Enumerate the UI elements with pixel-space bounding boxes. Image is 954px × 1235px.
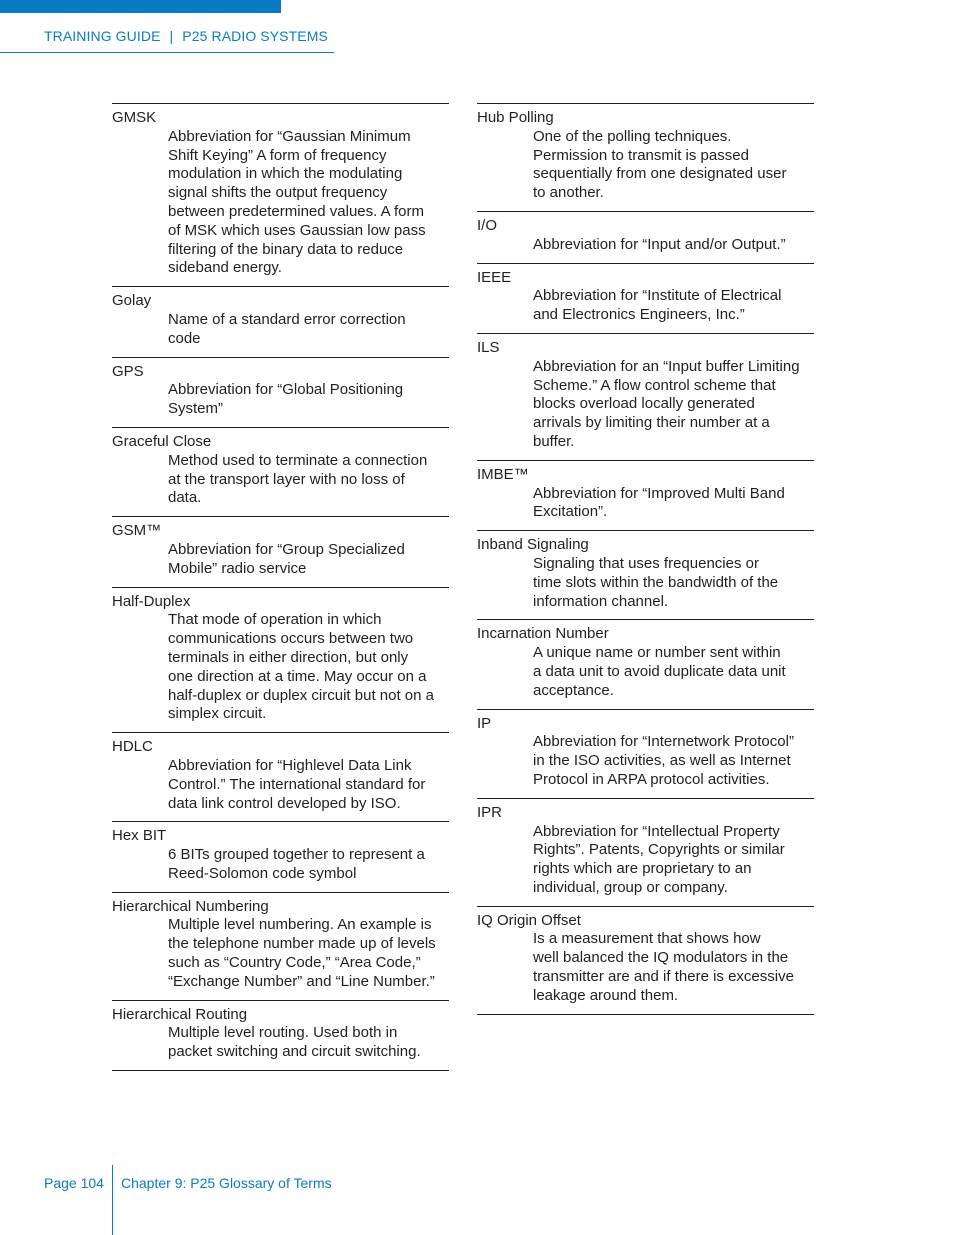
glossary-entry — [477, 530, 814, 619]
definition-line: packet switching and circuit switching. — [168, 1043, 421, 1061]
definition-line: Abbreviation for “Improved Multi Band — [533, 484, 785, 502]
glossary-definition — [477, 287, 814, 325]
glossary-term: IEEE — [477, 268, 512, 286]
header-title: TRAINING GUIDE — [44, 28, 161, 44]
definition-line: time slots within the bandwidth of the — [533, 573, 779, 591]
glossary-definition — [477, 930, 814, 1005]
definition-line: sequentially from one designated user — [533, 165, 787, 183]
glossary-entry — [112, 103, 449, 286]
glossary-term: GPS — [112, 362, 144, 380]
definition-line: blocks overload locally generated — [533, 395, 755, 413]
definition-line: System” — [168, 400, 224, 418]
definition-line: data. — [168, 489, 202, 507]
header-rule — [0, 52, 334, 53]
glossary-entry — [112, 732, 449, 821]
definition-line: terminals in either direction, but only — [168, 648, 409, 666]
definition-line: Control.” The international standard for — [168, 775, 426, 793]
definition-line: communications occurs between two — [168, 630, 414, 648]
glossary-entry — [112, 286, 449, 356]
glossary-definition — [112, 846, 449, 884]
definition-line: Shift Keying” A form of frequency — [168, 146, 387, 164]
glossary-entry — [112, 357, 449, 427]
glossary-definition — [477, 555, 814, 611]
glossary-definition — [112, 541, 449, 579]
chapter-title: Chapter 9: P25 Glossary of Terms — [121, 1175, 332, 1191]
definition-line: to another. — [533, 184, 604, 202]
glossary-entry — [477, 798, 814, 906]
glossary-definition — [477, 236, 814, 255]
definition-line: Name of a standard error correction — [168, 310, 406, 328]
glossary-term: IQ Origin Offset — [477, 911, 581, 929]
definition-line: the telephone number made up of levels — [168, 935, 436, 953]
definition-line: well balanced the IQ modulators in the — [533, 949, 789, 967]
glossary-entry — [112, 516, 449, 586]
definition-line: 6 BITs grouped together to represent a — [168, 846, 425, 864]
header-accent-bar — [0, 0, 281, 13]
definition-line: Reed-Solomon code symbol — [168, 864, 357, 882]
definition-line: Abbreviation for “Intellectual Property — [533, 822, 780, 840]
glossary-entry — [477, 211, 814, 263]
glossary-entry — [112, 892, 449, 1000]
definition-line: one direction at a time. May occur on a — [168, 667, 427, 685]
definition-line: and Electronics Engineers, Inc.” — [533, 306, 745, 324]
glossary-definition — [112, 1024, 449, 1062]
definition-line: Multiple level numbering. An example is — [168, 916, 432, 934]
definition-line: Mobile” radio service — [168, 559, 307, 577]
glossary-term: Hierarchical Routing — [112, 1005, 248, 1023]
definition-line: Excitation”. — [533, 503, 608, 521]
definition-line: leakage around them. — [533, 986, 679, 1004]
definition-line: Abbreviation for “Highlevel Data Link — [168, 756, 412, 774]
glossary-entry — [477, 906, 814, 1015]
glossary-definition — [477, 128, 814, 203]
glossary-entry — [112, 821, 449, 891]
definition-line: Method used to terminate a connection — [168, 451, 428, 469]
definition-line: filtering of the binary data to reduce — [168, 240, 404, 258]
definition-line: signal shifts the output frequency — [168, 184, 388, 202]
page-number: Page 104 — [44, 1175, 104, 1191]
definition-line: of MSK which uses Gaussian low pass — [168, 221, 426, 239]
definition-line: buffer. — [533, 432, 575, 450]
glossary-term: Golay — [112, 292, 152, 310]
definition-line: such as “Country Code,” “Area Code,” — [168, 954, 421, 972]
definition-line: between predetermined values. A form — [168, 202, 424, 220]
glossary-definition — [112, 611, 449, 724]
glossary-term: Half-Duplex — [112, 592, 191, 610]
glossary-term: GMSK — [112, 109, 157, 126]
glossary-entry — [477, 263, 814, 333]
definition-line: data link control developed by ISO. — [168, 794, 401, 812]
glossary-column-right — [477, 103, 814, 1015]
header-separator: | — [169, 28, 174, 44]
definition-line: Multiple level routing. Used both in — [168, 1024, 398, 1042]
definition-line: in the ISO activities, as well as Internet — [533, 752, 791, 770]
definition-line: Protocol in ARPA protocol activities. — [533, 770, 770, 788]
definition-line: a data unit to avoid duplicate data unit — [533, 662, 786, 680]
glossary-entry — [477, 103, 814, 211]
glossary-term: IMBE™ — [477, 465, 529, 483]
glossary-definition — [477, 823, 814, 898]
definition-line: Abbreviation for “Group Specialized — [168, 540, 405, 558]
glossary-term: ILS — [477, 338, 500, 356]
definition-line: “Exchange Number” and “Line Number.” — [168, 972, 435, 990]
glossary-term: Hub Polling — [477, 109, 554, 126]
definition-line: arrivals by limiting their number at a — [533, 414, 770, 432]
glossary-term: IP — [477, 714, 492, 732]
definition-line: information channel. — [533, 592, 669, 610]
glossary-definition — [477, 485, 814, 523]
footer-divider — [112, 1165, 113, 1235]
definition-line: modulation in which the modulating — [168, 165, 403, 183]
glossary-entry — [112, 427, 449, 516]
glossary-entry — [477, 619, 814, 708]
definition-line: Abbreviation for “Institute of Electrical — [533, 287, 782, 305]
glossary-term: GSM™ — [112, 522, 162, 540]
glossary-definition — [112, 916, 449, 991]
glossary-definition — [112, 757, 449, 813]
glossary-entry — [477, 709, 814, 798]
definition-line: sideband energy. — [168, 259, 282, 277]
definition-line: Abbreviation for “Gaussian Minimum — [168, 127, 411, 145]
definition-line: A unique name or number sent within — [533, 644, 781, 662]
definition-line: rights which are proprietary to an — [533, 860, 752, 878]
running-header — [44, 28, 328, 44]
glossary-term: Hex BIT — [112, 827, 167, 845]
glossary-definition — [112, 128, 449, 278]
definition-line: transmitter are and if there is excessive — [533, 968, 794, 986]
glossary-entry — [112, 1000, 449, 1071]
definition-line: Is a measurement that shows how — [533, 930, 761, 948]
glossary-term: Incarnation Number — [477, 625, 609, 643]
glossary-definition — [112, 452, 449, 508]
glossary-column-left — [112, 103, 449, 1071]
definition-line: That mode of operation in which — [168, 611, 382, 629]
definition-line: simplex circuit. — [168, 705, 267, 723]
glossary-term: Hierarchical Numbering — [112, 897, 269, 915]
definition-line: half-duplex or duplex circuit but not on a — [168, 686, 434, 704]
definition-line: Signaling that uses frequencies or — [533, 554, 759, 572]
definition-line: Rights”. Patents, Copyrights or similar — [533, 841, 785, 859]
definition-line: Permission to transmit is passed — [533, 146, 749, 164]
glossary-definition — [477, 358, 814, 452]
glossary-definition — [477, 733, 814, 789]
glossary-entry — [477, 460, 814, 530]
header-subtitle: P25 RADIO SYSTEMS — [182, 28, 328, 44]
definition-line: acceptance. — [533, 681, 614, 699]
definition-line: individual, group or company. — [533, 878, 728, 896]
definition-line: One of the polling techniques. — [533, 127, 732, 145]
definition-line: at the transport layer with no loss of — [168, 470, 405, 488]
glossary-term: I/O — [477, 216, 498, 234]
glossary-definition — [477, 644, 814, 700]
glossary-entry — [112, 587, 449, 733]
definition-line: Abbreviation for “Input and/or Output.” — [533, 235, 786, 253]
definition-line: Abbreviation for “Global Positioning — [168, 381, 404, 399]
definition-line: Scheme.” A flow control scheme that — [533, 376, 776, 394]
glossary-definition — [112, 311, 449, 349]
definition-line: Abbreviation for “Internetwork Protocol” — [533, 733, 794, 751]
glossary-term: Inband Signaling — [477, 536, 589, 554]
glossary-term: HDLC — [112, 738, 153, 756]
definition-line: code — [168, 329, 201, 347]
glossary-definition — [112, 381, 449, 419]
glossary-term: IPR — [477, 803, 503, 821]
glossary-entry — [477, 333, 814, 460]
definition-line: Abbreviation for an “Input buffer Limiting — [533, 357, 800, 375]
glossary-term: Graceful Close — [112, 432, 212, 450]
